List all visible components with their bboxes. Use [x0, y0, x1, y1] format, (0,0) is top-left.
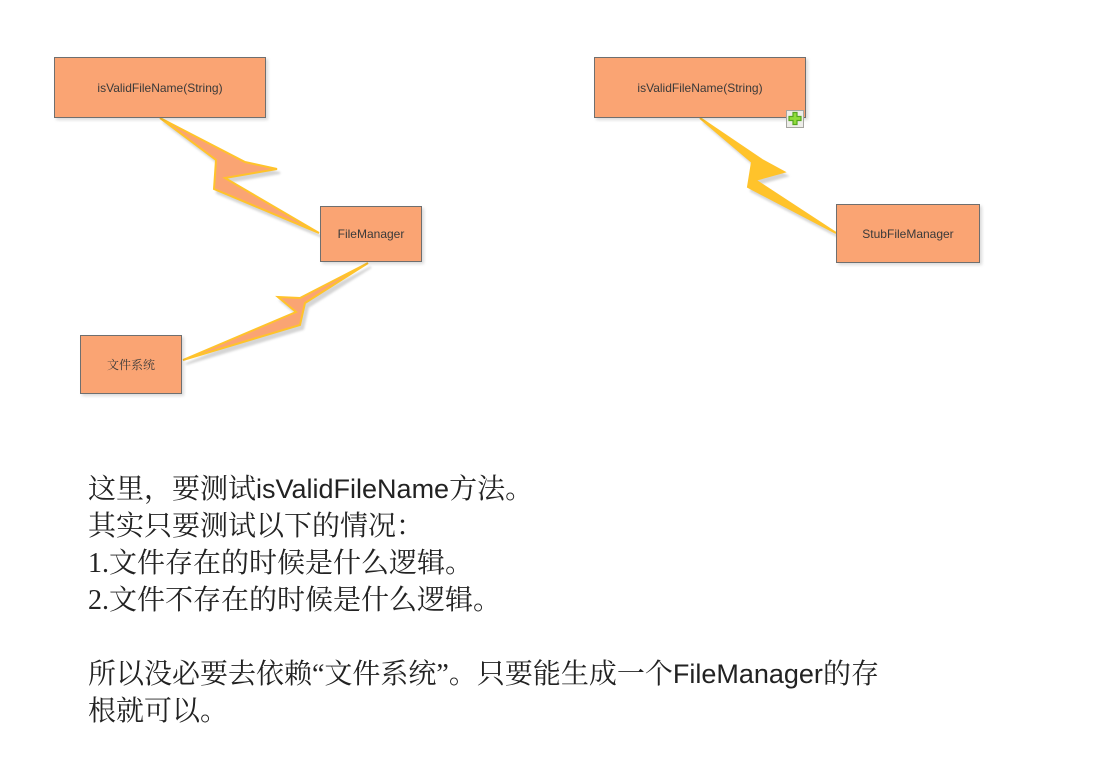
- node-label: isValidFileName(String): [637, 80, 763, 95]
- node-method-under-test-left[interactable]: [54, 57, 266, 118]
- node-label: 文件系统: [106, 358, 155, 372]
- bolt-method-to-filemanager: [160, 118, 319, 233]
- note-line: 1.文件存在的时候是什么逻辑。: [88, 548, 474, 579]
- node-file-manager[interactable]: [320, 206, 422, 262]
- node-file-system[interactable]: [80, 335, 182, 394]
- node-label: StubFileManager: [862, 226, 954, 241]
- note-line: 所以没必要去依赖“文件系统”。只要能生成一个FileManager的存: [88, 659, 879, 690]
- node-stub-file-manager[interactable]: [836, 204, 980, 263]
- notes: [88, 471, 879, 730]
- node-label: isValidFileName(String): [97, 80, 223, 95]
- node-method-under-test-right[interactable]: [594, 57, 806, 118]
- note-line: 这里，要测试isValidFileName方法。: [88, 474, 534, 505]
- bolt-method-to-stub: [700, 118, 836, 233]
- note-line: 根就可以。: [88, 696, 229, 727]
- add-icon[interactable]: [786, 110, 804, 128]
- bolt-filemanager-to-filesystem: [183, 263, 368, 360]
- note-line: 2.文件不存在的时候是什么逻辑。: [88, 585, 502, 616]
- note-line: 其实只要测试以下的情况：: [88, 511, 425, 542]
- node-label: FileManager: [337, 227, 405, 241]
